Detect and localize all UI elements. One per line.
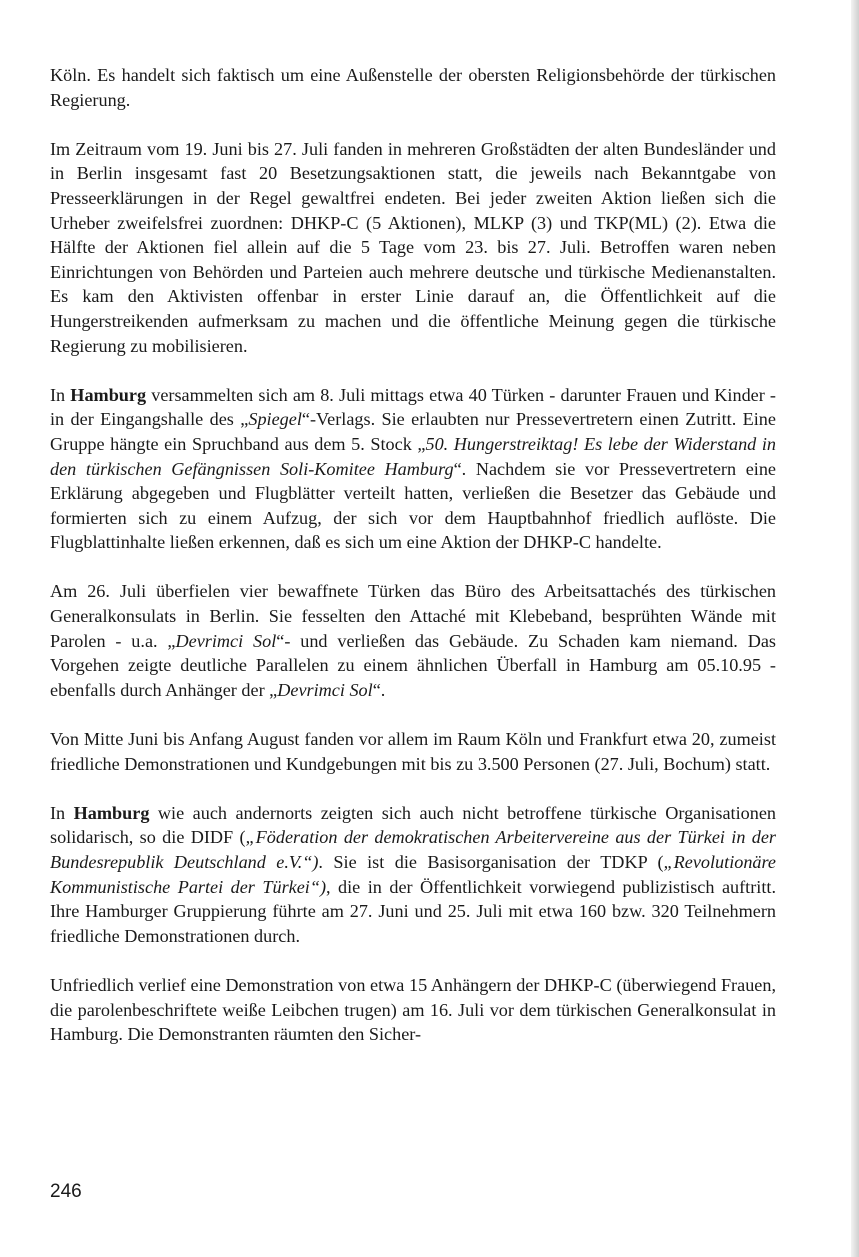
bold-term: Hamburg [70,384,147,405]
italic-quote: „Revolutionäre Kommunistische Partei der Türkei“) [50,852,777,897]
paragraph-hamburg-solidarity [50,801,776,949]
bold-term: Hamburg [73,802,150,823]
italic-quote: 50. Hungerstreiktag! Es lebe der Widerstand in den türkischen Gefängnissen Soli-Komitee Hamburg [50,433,776,479]
paragraph-occupations [50,137,776,358]
paragraph-unpeaceful-demonstration [50,973,776,1047]
text-run: In [50,384,71,405]
document-page [50,63,776,1047]
italic-quote: Devrimci Sol [175,630,277,651]
text-run: “- und verließen das Gebäude. Zu Schaden kam niemand. Das Vorgehen zeigte deutliche Parallelen zu einem ähnlichen Überfall in Hamburg am 05.10.95 - ebenfalls durch Anhänger der „ [50,630,776,700]
text-run: Von Mitte Juni bis Anfang August fanden vor allem im Raum Köln und Frankfurt etwa 20, zumeist friedliche Demonstrationen und Kundgebungen mit bis zu 3.500 Personen (27. Juli, Bochum) statt. [50,729,776,774]
text-run: . Sie ist die Basisorganisation der TDKP ( [318,852,664,872]
italic-quote: Devrimci Sol [277,679,373,700]
page-edge-shadow [851,0,859,1257]
text-run: Unfriedlich verlief eine Demonstration von etwa 15 Anhängern der DHKP-C (überwiegend Frauen, die parolenbeschriftete weiße Leibchen trugen) am 16. Juli vor dem türkischen Generalkonsulat in Hamburg. Die Demonstranten räumten den Sicher- [50,974,776,1045]
text-run: “-Verlags. Sie erlaubten nur Pressevertretern einen Zutritt. Eine Gruppe hängte ein Spruchband aus dem 5. Stock „ [50,409,776,454]
italic-quote: Spiegel [248,409,302,430]
text-run: “. Nachdem sie vor Pressevertretern eine Erklärung abgegeben und Flugblätter verteilt hatten, verließen die Besetzer das Gebäude und formierten sich zu einem Aufzug, der sich vor dem Hauptbahnhof friedlich auflöste. Die Flugblattinhalte ließen erkennen, daß es sich um eine Aktion der DHKP-C handelte. [50,458,776,553]
text-run: versammelten sich am 8. Juli mittags etwa 40 Türken - darunter Frauen und Kinder - in der Eingangshalle des „ [50,384,776,430]
paragraph-berlin-consulate [50,579,776,702]
text-run: , die in der Öffentlichkeit vorwiegend publizistisch auftritt. Ihre Hamburger Gruppierung führte am 27. Juni und 25. Juli mit etwa 160 bzw. 320 Teilnehmern friedliche Demonstrationen durch. [50,876,776,946]
paragraph-intro [50,63,776,112]
text-run: “. [372,679,386,700]
text-run: Im Zeitraum vom 19. Juni bis 27. Juli fanden in mehreren Großstädten der alten Bundesländer und in Berlin insgesamt fast 20 Besetzungsaktionen statt, die jeweils nach Bekanntgabe von Presseerklärungen in der Regel gewaltfrei endeten. Bei jeder zweiten Aktion ließen sich die Urheber zweifelsfrei zuordnen: DHKP-C (5 Aktionen), MLKP (3) und TKP(ML) (2). Etwa die Hälfte der Aktionen fiel allein auf die 5 Tage vom 23. bis 27. Juli. Betroffen waren neben Einrichtungen von Behörden und Parteien auch mehrere deutsche und türkische Medienanstalten. Es kam den Aktivisten offenbar in erster Linie darauf an, die Öffentlichkeit auf die Hungerstreikenden aufmerksam zu machen und die öffentliche Meinung gegen die türkische Regierung zu mobilisieren. [50,138,776,356]
paragraph-hamburg-spiegel [50,383,776,555]
text-run: wie auch andernorts zeigten sich auch nicht betroffene türkische Organisationen solidarisch, so die DIDF ( [50,802,776,848]
text-run: In [50,802,74,823]
text-run: Köln. Es handelt sich faktisch um eine Außenstelle der obersten Religionsbehörde der türkischen Regierung. [50,65,776,110]
italic-quote: „Föderation der demokratischen Arbeitervereine aus der Türkei in der Bundesrepublik Deutschland e.V.“) [50,827,777,872]
page-number: 246 [50,1181,82,1202]
paragraph-demonstrations [50,727,776,776]
text-run: Am 26. Juli überfielen vier bewaffnete Türken das Büro des Arbeitsattachés des türkischen Generalkonsulats in Berlin. Sie fesselten den Attaché mit Klebeband, besprühten Wände mit Parolen - u.a. „ [50,581,776,651]
